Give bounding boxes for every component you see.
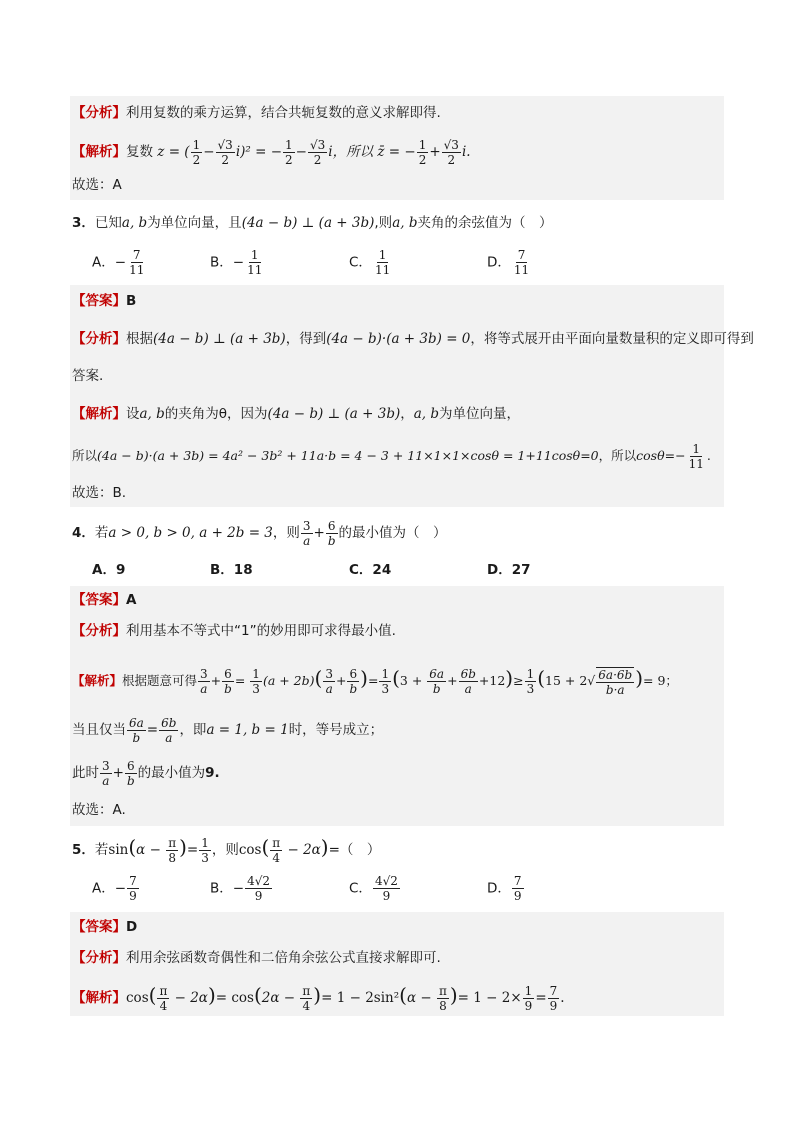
fraction bbox=[222, 667, 234, 696]
analysis-text: ，得到 bbox=[285, 331, 327, 347]
solution-text: 的夹角为θ，因为 bbox=[164, 406, 268, 422]
stem-text: 已知 bbox=[94, 215, 122, 231]
frac-den: 11 bbox=[374, 263, 391, 277]
solution-text: ，所以 bbox=[598, 448, 637, 463]
frac-num: 7 bbox=[132, 248, 141, 262]
frac-num: 7 bbox=[129, 874, 137, 888]
answer-tag: 【答案】 bbox=[72, 919, 126, 935]
frac-den: a bbox=[200, 682, 208, 696]
option-label: D． bbox=[487, 562, 512, 578]
frac-num: 1 bbox=[524, 983, 533, 998]
option-a[interactable] bbox=[92, 248, 147, 277]
fraction bbox=[347, 667, 359, 696]
question-number: 4． bbox=[72, 525, 95, 541]
option-label: C． bbox=[349, 562, 373, 578]
option-label: A． bbox=[92, 254, 115, 271]
question-3-stem bbox=[72, 213, 552, 233]
option-value: 18 bbox=[233, 562, 253, 578]
solution-text: 时，等号成立； bbox=[288, 722, 384, 738]
frac-den: 3 bbox=[381, 682, 390, 696]
option-sign: − bbox=[232, 254, 245, 271]
analysis-line-q5 bbox=[72, 948, 441, 968]
solution-math: a = 1, b = 1 bbox=[206, 722, 289, 738]
eq-part: i)² = − bbox=[235, 144, 283, 160]
analysis-text: 利用基本不等式中“1”的妙用即可求得最小值. bbox=[126, 623, 396, 639]
frac-num: √3 bbox=[217, 137, 233, 152]
frac-num: 3 bbox=[102, 758, 110, 773]
frac-num: 4√2 bbox=[247, 874, 270, 888]
frac-den: 2 bbox=[221, 152, 229, 167]
option-label: C． bbox=[349, 880, 372, 897]
frac-den: b bbox=[327, 533, 336, 548]
analysis-math: (4a − b)·(a + 3b) = 0 bbox=[326, 331, 471, 347]
answer-line-q4 bbox=[72, 590, 136, 610]
option-d[interactable] bbox=[487, 558, 531, 578]
fraction bbox=[159, 716, 178, 745]
option-sign: − bbox=[114, 880, 127, 897]
solution-value: 9. bbox=[205, 765, 220, 781]
frac-den: 9 bbox=[513, 889, 522, 903]
option-label: D． bbox=[487, 880, 511, 897]
stem-text: 的最小值为（ ） bbox=[338, 525, 447, 541]
frac-den: b bbox=[132, 730, 141, 745]
stem-text: 为单位向量，且 bbox=[147, 215, 242, 231]
frac-den: b·a bbox=[605, 682, 625, 697]
solution-text: 的最小值为 bbox=[137, 765, 206, 781]
analysis-text: 根据 bbox=[126, 331, 153, 347]
stem-math: (4a − b) ⊥ (a + 3b) bbox=[241, 215, 375, 231]
option-d[interactable] bbox=[487, 248, 532, 277]
fraction bbox=[379, 667, 391, 696]
solution-line-q4-cont: 当且仅当 $\frac{6a}{b}$ = $\frac{6b}{a}$ ，即a = 1, b = 1时，等号成立； bbox=[72, 715, 384, 745]
fraction bbox=[323, 667, 335, 696]
option-a[interactable] bbox=[92, 558, 125, 578]
fraction bbox=[245, 874, 272, 903]
stem-text: ，则 bbox=[272, 525, 300, 541]
option-value: 24 bbox=[372, 562, 392, 578]
question-4-stem: 4．若a > 0, b > 0, a + 2b = 3，则 $\frac{3}{a}$ + $\frac{6}{b}$ 的最小值为（ ） bbox=[72, 518, 447, 548]
fraction bbox=[523, 984, 535, 1013]
frac-num: 1 bbox=[381, 667, 390, 681]
answer-text: 故选：A bbox=[72, 177, 122, 193]
fraction bbox=[270, 836, 282, 865]
answer-tag: 【答案】 bbox=[72, 592, 126, 608]
analysis-text: 利用余弦函数奇偶性和二倍角余弦公式直接求解即可. bbox=[126, 950, 441, 966]
fraction bbox=[437, 984, 449, 1013]
fraction bbox=[548, 984, 560, 1013]
frac-num: 1 bbox=[526, 667, 535, 681]
fraction bbox=[127, 874, 139, 903]
option-label: C． bbox=[349, 254, 372, 271]
frac-num: 6 bbox=[327, 518, 336, 533]
solution-text: ， bbox=[400, 406, 414, 422]
frac-num: 7 bbox=[513, 874, 522, 888]
analysis-line-q3 bbox=[72, 329, 754, 349]
frac-num: √3 bbox=[309, 137, 326, 152]
frac-num: π bbox=[272, 835, 281, 850]
frac-den: a bbox=[464, 682, 472, 696]
analysis-text: ，将等式展开由平面向量数量积的定义即可得到 bbox=[470, 331, 754, 347]
solution-math: ≥ bbox=[513, 673, 524, 688]
frac-den: 2 bbox=[418, 152, 427, 167]
answer-line-q5 bbox=[72, 917, 137, 937]
solution-line-q3 bbox=[72, 404, 520, 424]
solution-math: = 9； bbox=[643, 673, 678, 688]
stem-text: 若 bbox=[94, 525, 109, 541]
solution-text: . bbox=[706, 448, 711, 463]
frac-den: 3 bbox=[526, 682, 535, 696]
frac-num: 3 bbox=[200, 667, 208, 681]
frac-den: 3 bbox=[252, 682, 260, 696]
option-c[interactable] bbox=[349, 874, 401, 903]
fraction bbox=[191, 138, 203, 167]
fraction bbox=[127, 248, 146, 277]
frac-num: 4√2 bbox=[374, 874, 398, 888]
analysis-math: (4a − b) ⊥ (a + 3b) bbox=[153, 331, 286, 347]
frac-num: 6a bbox=[129, 715, 144, 730]
frac-num: 1 bbox=[692, 442, 701, 456]
solution-text: 此时 bbox=[72, 765, 99, 781]
fraction bbox=[417, 138, 429, 167]
fraction bbox=[442, 138, 461, 167]
fraction bbox=[326, 519, 338, 548]
solution-line-q4-result: 此时 $\frac{3}{a}$ + $\frac{6}{b}$ 的最小值为9. bbox=[72, 758, 220, 788]
answer-line-q2 bbox=[72, 175, 122, 195]
frac-den: b bbox=[224, 682, 232, 696]
frac-den: 11 bbox=[247, 263, 263, 277]
fraction bbox=[373, 248, 392, 277]
fraction bbox=[250, 667, 262, 696]
frac-num: 1 bbox=[250, 248, 259, 262]
fraction bbox=[308, 138, 327, 167]
stem-text: ,则 bbox=[374, 215, 393, 231]
frac-den: 8 bbox=[439, 998, 447, 1013]
eq-part: z = ( bbox=[157, 144, 190, 160]
frac-num: 3 bbox=[302, 518, 311, 533]
fraction bbox=[512, 248, 531, 277]
fraction bbox=[525, 667, 537, 696]
option-label: B． bbox=[210, 562, 234, 578]
solution-math: cosθ=− bbox=[636, 448, 686, 463]
solution-text: 为单位向量， bbox=[439, 406, 521, 422]
solution-math: (4a − b) ⊥ (a + 3b) bbox=[267, 406, 401, 422]
frac-num: 7 bbox=[517, 248, 526, 262]
option-b[interactable] bbox=[210, 874, 273, 903]
frac-den: 2 bbox=[285, 152, 293, 167]
stem-text: ，则 bbox=[211, 842, 239, 858]
frac-num: 1 bbox=[418, 137, 427, 152]
frac-den: a bbox=[325, 682, 333, 696]
frac-den: a bbox=[102, 773, 110, 788]
analysis-tag: 【分析】 bbox=[72, 105, 126, 121]
solution-prefix: 复数 bbox=[126, 144, 153, 160]
analysis-tag: 【分析】 bbox=[72, 623, 126, 639]
frac-num: 6 bbox=[126, 758, 135, 773]
fraction bbox=[459, 667, 478, 696]
solution-math: = bbox=[535, 990, 547, 1006]
solution-tag: 【解析】 bbox=[72, 406, 126, 422]
frac-num: 1 bbox=[285, 137, 293, 152]
frac-den: b bbox=[349, 682, 358, 696]
analysis-text: 利用复数的乘方运算，结合共轭复数的意义求解即得. bbox=[126, 105, 441, 121]
frac-den: 4 bbox=[272, 850, 281, 865]
frac-den: 2 bbox=[313, 152, 322, 167]
frac-num: π bbox=[302, 983, 311, 998]
solution-text: 设 bbox=[126, 406, 140, 422]
option-label: D． bbox=[487, 254, 511, 271]
analysis-text: 答案. bbox=[72, 368, 104, 384]
question-number: 3． bbox=[72, 215, 95, 231]
fraction bbox=[166, 836, 178, 865]
analysis-tag: 【分析】 bbox=[72, 331, 126, 347]
frac-den: 9 bbox=[382, 889, 391, 903]
fraction bbox=[373, 874, 400, 903]
frac-num: 6b bbox=[161, 715, 177, 730]
frac-den: 4 bbox=[159, 998, 168, 1013]
option-label: B． bbox=[210, 254, 233, 271]
frac-num: 6 bbox=[349, 667, 358, 681]
solution-math: = bbox=[367, 673, 379, 688]
option-value: 9 bbox=[115, 562, 126, 578]
frac-num: 6a bbox=[429, 667, 445, 681]
frac-den: a bbox=[303, 533, 311, 548]
frac-num: π bbox=[168, 835, 177, 850]
frac-num: 6 bbox=[224, 667, 232, 681]
frac-num: 6b bbox=[460, 667, 476, 681]
frac-den: 9 bbox=[254, 889, 263, 903]
final-line-q3 bbox=[72, 483, 126, 503]
final-text: 故选：A. bbox=[72, 802, 126, 818]
option-b[interactable] bbox=[210, 558, 253, 578]
solution-line-q5: 【解析】cos( $\frac{\pi}{4}$ − 2α)= cos(2α − $\frac{\pi}{4}$ )= 1 − 2sin²(α − $\frac{\pi}{8}$ )= 1 − 2× $\frac{1}{9}$ = $\frac{7}{9}$ . bbox=[72, 983, 565, 1013]
stem-text: 若 bbox=[94, 842, 109, 858]
answer-tag: 【答案】 bbox=[72, 293, 126, 309]
option-a[interactable] bbox=[92, 874, 140, 903]
question-5-stem: 5．若sin(α − $\frac{\pi}{8}$ )= $\frac{1}{3}$ ，则cos( $\frac{\pi}{4}$ − 2α)=（ ） bbox=[72, 835, 381, 865]
fraction bbox=[199, 836, 211, 865]
eq-part: i，所以 bbox=[328, 144, 374, 160]
final-text: 故选：B. bbox=[72, 485, 127, 501]
fraction bbox=[512, 874, 524, 903]
option-b[interactable] bbox=[210, 248, 265, 277]
answer-value: D bbox=[126, 919, 138, 935]
frac-den: 2 bbox=[192, 152, 201, 167]
fraction bbox=[301, 519, 313, 548]
answer-line-q3 bbox=[72, 291, 136, 311]
fraction bbox=[283, 138, 295, 167]
stem-math: a > 0, b > 0, a + 2b = 3 bbox=[108, 525, 273, 541]
solution-tag: 【解析】 bbox=[72, 673, 123, 688]
frac-den: b bbox=[126, 773, 135, 788]
fraction bbox=[125, 759, 137, 788]
solution-block-q3 bbox=[70, 285, 724, 507]
option-d[interactable] bbox=[487, 874, 525, 903]
answer-value: A bbox=[126, 592, 137, 608]
fraction bbox=[427, 667, 446, 696]
solution-math: = bbox=[234, 673, 250, 688]
frac-den: 11 bbox=[688, 457, 704, 471]
fraction bbox=[157, 984, 169, 1013]
option-label: B． bbox=[210, 880, 233, 897]
frac-den: 11 bbox=[129, 263, 145, 277]
analysis-line-q4 bbox=[72, 621, 396, 641]
option-sign: − bbox=[114, 254, 127, 271]
frac-den: 4 bbox=[302, 998, 311, 1013]
solution-math: = 1 − 2× bbox=[457, 990, 522, 1006]
analysis-tag: 【分析】 bbox=[72, 950, 126, 966]
solution-text: 当且仅当 bbox=[72, 722, 126, 738]
frac-num: 1 bbox=[192, 137, 201, 152]
frac-num: 1 bbox=[252, 667, 260, 681]
frac-den: 3 bbox=[201, 850, 209, 865]
stem-text: 夹角的余弦值为（ ） bbox=[417, 215, 553, 231]
option-label: A． bbox=[92, 880, 115, 897]
frac-num: 7 bbox=[549, 983, 558, 998]
option-value: 27 bbox=[511, 562, 531, 578]
fraction bbox=[245, 248, 264, 277]
fraction bbox=[127, 716, 146, 745]
solution-text: 根据题意可得 bbox=[122, 673, 198, 688]
frac-num: 1 bbox=[378, 248, 387, 262]
frac-den: 9 bbox=[549, 998, 558, 1013]
vector-pair: a, b bbox=[121, 215, 148, 231]
frac-den: 11 bbox=[513, 263, 530, 277]
answer-value: B bbox=[126, 293, 137, 309]
solution-line-q2: 【解析】复数 z = ( $\frac{1}{2}$ − $\frac{√3}{2}$ i)² = − $\frac{1}{2}$ − $\frac{√3}{2}$ i，所以 z̄ = − $\frac{1}{2}$ + $\frac{√3}{2}$ i. bbox=[72, 137, 471, 167]
solution-line-q4: 【解析】根据题意可得 $\frac{3}{a}$ + $\frac{6}{b}$ = $\frac{1}{3}$ (a + 2b)( $\frac{3}{a}$ + $\frac{6}{b}$ )= $\frac{1}{3}$ (3 + $\frac{6a}{b}$ + $\frac{6b}{a}$ +12)≥ $\frac{1}{3}$ (15 + 2√ $\frac{6a\cdot 6b}{b\cdot a}$ )= 9； bbox=[72, 666, 678, 697]
final-line-q4 bbox=[72, 800, 126, 820]
solution-math: = 1 − 2sin² bbox=[321, 990, 400, 1006]
solution-math: = cos bbox=[215, 990, 254, 1006]
solution-tag: 【解析】 bbox=[72, 144, 126, 160]
vector-pair: a, b bbox=[392, 215, 418, 231]
frac-den: b bbox=[432, 682, 441, 696]
analysis-line-q3-cont bbox=[72, 366, 103, 386]
option-label: A． bbox=[92, 562, 116, 578]
question-number: 5． bbox=[72, 842, 95, 858]
frac-den: 9 bbox=[129, 889, 137, 903]
eq-part: i. bbox=[461, 144, 471, 160]
frac-num: 1 bbox=[201, 835, 209, 850]
fraction bbox=[216, 138, 235, 167]
frac-num: π bbox=[159, 983, 168, 998]
frac-num: √3 bbox=[443, 137, 459, 152]
fraction bbox=[687, 442, 706, 471]
vector-pair: a, b bbox=[139, 406, 165, 422]
fraction bbox=[198, 667, 210, 696]
solution-text: ，即 bbox=[179, 722, 207, 738]
fraction bbox=[596, 667, 634, 697]
frac-num: 6a·6b bbox=[598, 667, 633, 682]
frac-den: 9 bbox=[524, 998, 533, 1013]
solution-tag: 【解析】 bbox=[72, 990, 126, 1006]
frac-den: 8 bbox=[168, 850, 176, 865]
vector-pair: a, b bbox=[413, 406, 440, 422]
solution-line-q3-cont bbox=[72, 439, 711, 473]
option-c[interactable] bbox=[349, 558, 391, 578]
solution-math: . bbox=[560, 990, 565, 1006]
frac-num: 3 bbox=[325, 667, 333, 681]
analysis-line-q2 bbox=[72, 103, 441, 123]
frac-den: a bbox=[165, 730, 173, 745]
eq-part: z̄ = − bbox=[377, 144, 416, 160]
option-c[interactable] bbox=[349, 248, 393, 277]
solution-text: 所以 bbox=[72, 448, 98, 463]
solution-math: (a + 2b) bbox=[262, 673, 315, 688]
frac-num: π bbox=[438, 983, 447, 998]
stem-text: =（ ） bbox=[328, 842, 381, 858]
solution-math: (4a − b)·(a + 3b) = 4a² − 3b² + 11a·b = 4 − 3 + 11×1×1×cosθ = 1+11cosθ=0 bbox=[97, 448, 599, 463]
option-sign: − bbox=[232, 880, 245, 897]
fraction bbox=[300, 984, 312, 1013]
fraction bbox=[100, 759, 112, 788]
frac-den: 2 bbox=[447, 152, 456, 167]
